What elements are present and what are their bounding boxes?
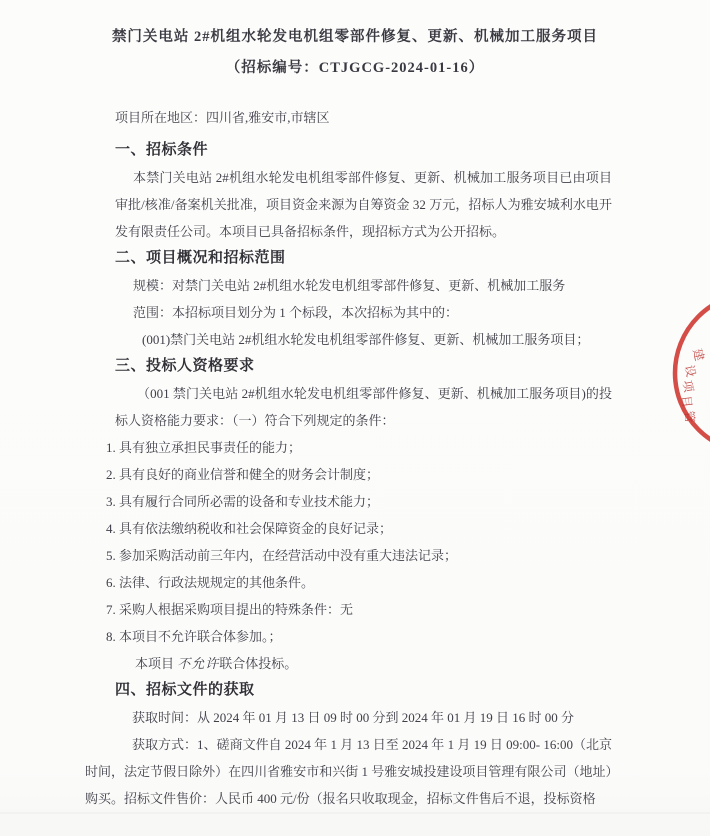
qualification-item-3: 3. 具有履行合同所必需的设备和专业技术能力； — [106, 494, 380, 509]
stamp-glyph: 建 — [690, 347, 707, 363]
qualification-item-5: 5. 参加采购活动前三年内，在经营活动中没有重大违法记录； — [106, 548, 458, 563]
section-3-heading: 三、投标人资格要求 — [115, 358, 255, 374]
section-1-paragraph: 本禁门关电站 2#机组水轮发电机组零部件修复、更新、机械加工服务项目已由项目审批/核准/备案机关批准，项目资金来源为自筹资金 32 万元，招标人为雅安城利水电开发有限责任公司。本项目已具备招标条件，现招标方式为公开招标。 — [115, 170, 612, 239]
project-location-line: 项目所在地区：四川省,雅安市,市辖区 — [115, 110, 330, 125]
lot-001-line: (001)禁门关电站 2#机组水轮发电机组零部件修复、更新、机械加工服务项目； — [142, 332, 590, 347]
qualification-item-8: 8. 本项目不允许联合体参加。； — [106, 629, 282, 644]
project-scale-line: 规模：对禁门关电站 2#机组水轮发电机组零部件修复、更新、机械加工服务 — [133, 278, 566, 293]
qualification-item-7: 7. 采购人根据采购项目提出的特殊条件：无 — [106, 602, 354, 617]
obtain-time-line: 获取时间：从 2024 年 01 月 13 日 09 时 00 分到 2024 年 01 月 19 日 16 时 00 分 — [132, 710, 575, 725]
obtain-method-paragraph: 获取方式：1、磋商文件自 2024 年 1 月 13 日至 2024 年 1 月 19 日 09:00- 16:00（北京时间，法定节假日除外）在四川省雅安市和兴街 1 号雅安城投建设项目管理有限公司（地址）购买。招标文件售价：人民币 400 元/份（报名只收取现金，招标文件售后不退，投标资格 — [85, 737, 612, 806]
qualification-item-6: 6. 法律、行政法规规定的其他条件。 — [106, 575, 315, 590]
section-1-heading: 一、招标条件 — [115, 142, 209, 158]
scan-artifact-line — [0, 812, 710, 814]
section-4-heading: 四、招标文件的获取 — [115, 682, 255, 698]
section-2-heading: 二、项目概况和招标范围 — [115, 250, 286, 266]
stamp-glyph: 管 — [682, 410, 697, 424]
stamp-glyph: 目 — [679, 394, 695, 409]
stamp-glyph: 设 — [682, 363, 699, 379]
qualification-item-4: 4. 具有依法缴纳税收和社会保障资金的良好记录； — [106, 521, 393, 536]
qualification-item-2: 2. 具有良好的商业信誉和健全的财务会计制度； — [106, 467, 380, 482]
document-title: 禁门关电站 2#机组水轮发电机组零部件修复、更新、机械加工服务项目 — [111, 29, 599, 45]
qualification-intro: （001 禁门关电站 2#机组水轮发电机组零部件修复、更新、机械加工服务项目)的投标人资格能力要求：（一）符合下列规定的条件： — [115, 386, 612, 428]
joint-bid-note-italic: 不允许 — [177, 656, 220, 671]
joint-bid-note-pre: 本项目 — [135, 656, 178, 671]
joint-bid-note — [135, 650, 612, 677]
qualification-item-1: 1. 具有独立承担民事责任的能力； — [106, 440, 302, 455]
joint-bid-note-post: 联合体投标。 — [219, 656, 298, 671]
tender-number: （招标编号：CTJGCG-2024-01-16） — [225, 60, 485, 76]
document-header — [0, 22, 710, 84]
stamp-glyph: 项 — [680, 379, 696, 394]
document-body — [85, 104, 612, 812]
project-scope-line: 范围：本招标项目划分为 1 个标段，本次招标为其中的： — [133, 305, 459, 320]
red-seal-stamp — [655, 288, 710, 458]
